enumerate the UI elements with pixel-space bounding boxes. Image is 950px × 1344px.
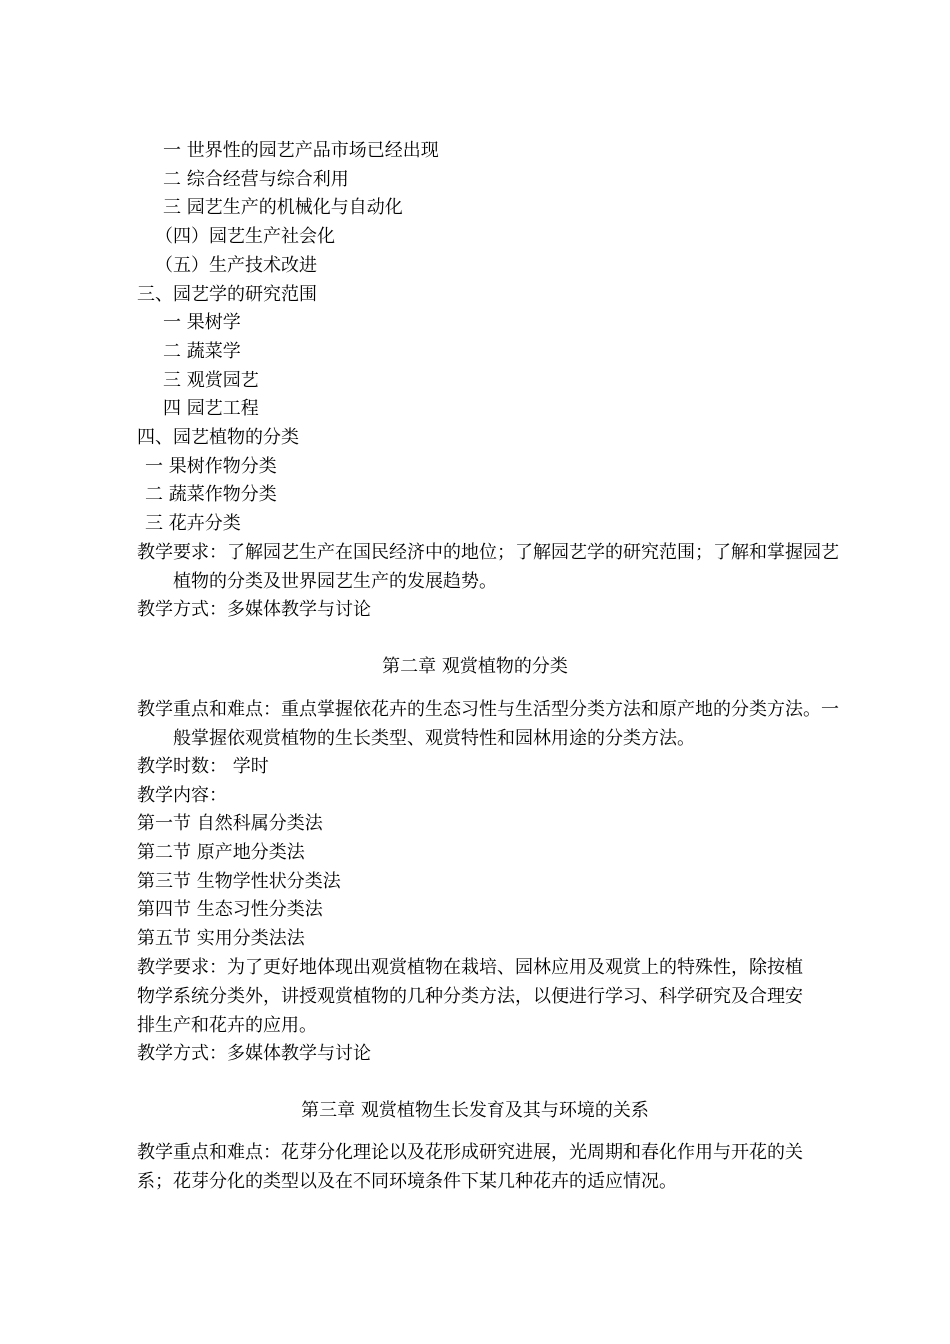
section-heading: 三、园艺学的研究范围 [137, 284, 317, 305]
teaching-method: 教学方式：多媒体教学与讨论 [137, 1043, 371, 1064]
list-item: 三 花卉分类 [145, 513, 241, 534]
teaching-hours: 教学时数： 学时 [137, 756, 269, 777]
section-item: 第二节 原产地分类法 [137, 842, 305, 863]
list-item: 二 蔬菜学 [163, 341, 241, 362]
list-item: 三 观赏园艺 [163, 370, 259, 391]
chapter-title: 第三章 观赏植物生长发育及其与环境的关系 [301, 1100, 649, 1121]
section-heading: 四、园艺植物的分类 [137, 427, 299, 448]
section-item: 第一节 自然科属分类法 [137, 813, 323, 834]
key-points: 教学重点和难点：花芽分化理论以及花形成研究进展，光周期和春化作用与开花的关系；花芽分化的类型以及在不同环境条件下某几种花卉的适应情况。 [137, 1142, 803, 1192]
teaching-requirements: 教学要求：为了更好地体现出观赏植物在栽培、园林应用及观赏上的特殊性，除按植物学系统分类外，讲授观赏植物的几种分类方法，以便进行学习、科学研究及合理安排生产和花卉的应用。 [137, 957, 803, 1036]
key-points: 教学重点和难点：重点掌握依花卉的生态习性与生活型分类方法和原产地的分类方法。一般掌握依观赏植物的生长类型、观赏特性和园林用途的分类方法。 [137, 699, 839, 749]
section-item: 第三节 生物学性状分类法 [137, 871, 341, 892]
list-item: 一 果树作物分类 [145, 456, 277, 477]
list-item: 二 蔬菜作物分类 [145, 484, 277, 505]
content-label: 教学内容： [137, 785, 227, 806]
section-item: 第四节 生态习性分类法 [137, 899, 323, 920]
section-item: 第五节 实用分类法法 [137, 928, 305, 949]
list-item: 一 世界性的园艺产品市场已经出现 [163, 140, 439, 161]
teaching-requirements: 教学要求：了解园艺生产在国民经济中的地位；了解园艺学的研究范围；了解和掌握园艺植物的分类及世界园艺生产的发展趋势。 [137, 542, 839, 592]
chapter-title: 第二章 观赏植物的分类 [382, 656, 568, 677]
list-item: （四）园艺生产社会化 [155, 226, 335, 247]
list-item: 四 园艺工程 [163, 398, 259, 419]
list-item: 一 果树学 [163, 312, 241, 333]
list-item: （五）生产技术改进 [155, 255, 317, 276]
list-item: 三 园艺生产的机械化与自动化 [163, 197, 403, 218]
list-item: 二 综合经营与综合利用 [163, 169, 349, 190]
teaching-method: 教学方式：多媒体教学与讨论 [137, 599, 371, 620]
